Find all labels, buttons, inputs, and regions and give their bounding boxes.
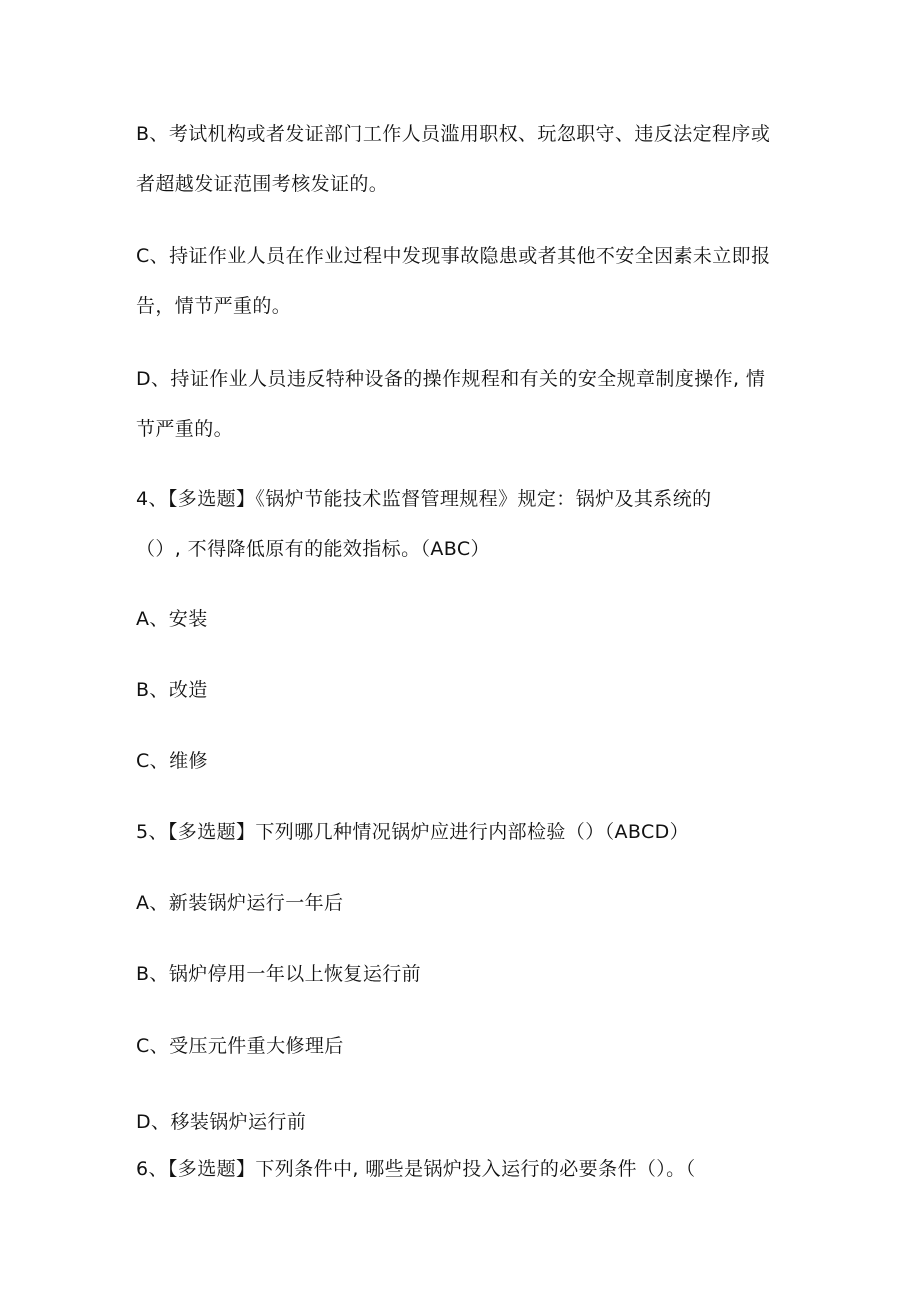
question-4-option-a: A、安装 — [136, 608, 208, 630]
option-b-line-2: 者超越发证范围考核发证的。 — [136, 173, 389, 195]
question-4-option-b: B、改造 — [136, 679, 208, 701]
question-4-line-1: 4、【多选题】《锅炉节能技术监督管理规程》规定：锅炉及其系统的 — [136, 488, 712, 510]
option-c-line-2: 告，情节严重的。 — [136, 295, 292, 317]
question-5-option-b: B、锅炉停用一年以上恢复运行前 — [136, 963, 422, 985]
question-4-line-2: （）, 不得降低原有的能效指标。（ABC） — [136, 538, 490, 560]
option-d-line-2: 节严重的。 — [136, 418, 234, 440]
option-c-line-1: C、持证作业人员在作业过程中发现事故隐患或者其他不安全因素未立即报 — [136, 245, 771, 267]
question-5-line: 5、【多选题】下列哪几种情况锅炉应进行内部检验（）（ABCD） — [136, 821, 690, 843]
question-6-line: 6、【多选题】下列条件中, 哪些是锅炉投入运行的必要条件（）。（ — [136, 1158, 696, 1180]
question-5-option-a: A、新装锅炉运行一年后 — [136, 892, 344, 914]
question-5-option-d: D、移装锅炉运行前 — [136, 1111, 307, 1133]
question-4-option-c: C、维修 — [136, 750, 208, 772]
question-5-option-c: C、受压元件重大修理后 — [136, 1035, 344, 1057]
option-b-line-1: B、考试机构或者发证部门工作人员滥用职权、玩忽职守、违反法定程序或 — [136, 123, 771, 145]
option-d-line-1: D、持证作业人员违反特种设备的操作规程和有关的安全规章制度操作, 情 — [136, 368, 766, 390]
